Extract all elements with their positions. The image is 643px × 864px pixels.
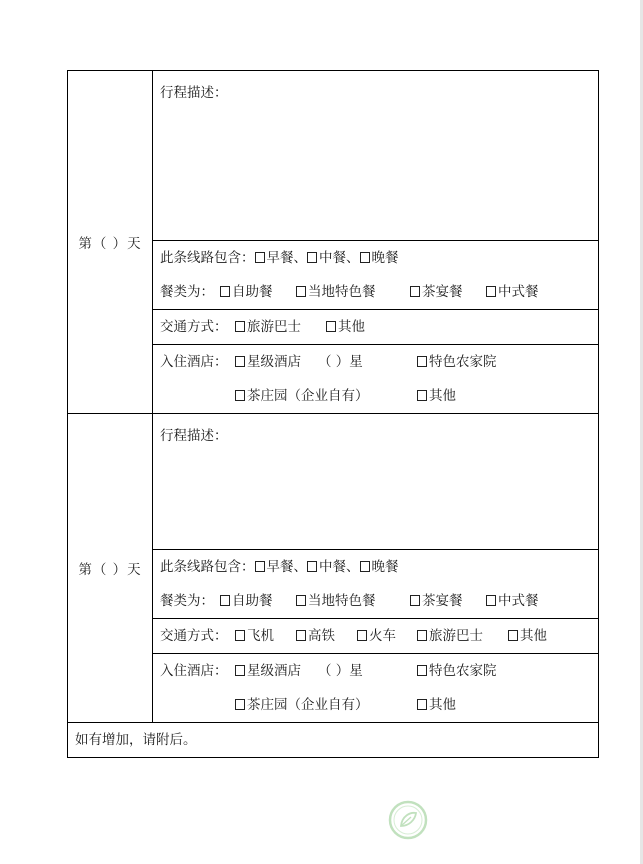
day-2-description-label: 行程描述：: [160, 428, 228, 444]
day-1-farm-stay-option[interactable]: [417, 345, 497, 379]
separator: 、: [293, 559, 307, 575]
day-2-high-speed-rail-label: 高铁: [308, 628, 335, 644]
checkbox-icon[interactable]: [296, 595, 306, 606]
day-1-lunch-label: 中餐: [319, 250, 346, 266]
day-1-breakfast-option[interactable]: [255, 241, 294, 275]
day-2-transport-cell: [153, 619, 599, 654]
day-2-hotel-line-1: [153, 654, 598, 688]
day-1-meals-included-label: 此条线路包含：: [160, 250, 255, 266]
day-1-chinese-meal-option[interactable]: [486, 275, 539, 309]
day-2-high-speed-rail-option[interactable]: [296, 619, 335, 653]
day-2-transport-line: [153, 619, 598, 653]
day-2-hotel-cell: [153, 654, 599, 723]
checkbox-icon[interactable]: [417, 699, 427, 710]
day-1-hotel-cell: [153, 345, 599, 414]
checkbox-icon[interactable]: [235, 390, 245, 401]
day-1-hotel-line-2: [153, 379, 598, 413]
day-2-star-hotel-label: 星级酒店: [247, 663, 301, 679]
checkbox-icon[interactable]: [417, 665, 427, 676]
day-2-meals-included-line: [153, 550, 598, 584]
checkbox-icon[interactable]: [296, 630, 306, 641]
day-1-star-blank: （ ）星: [318, 354, 363, 370]
day-1-transport-other-label: 其他: [338, 319, 365, 335]
day-1-buffet-label: 自助餐: [232, 284, 273, 300]
day-2-lunch-label: 中餐: [319, 559, 346, 575]
day-1-meal-type-label: 餐类为：: [160, 284, 214, 300]
day-1-meals-included-line: [153, 241, 598, 275]
day-2-meals-cell: [153, 550, 599, 619]
day-2-star-hotel-option[interactable]: [235, 654, 301, 688]
checkbox-icon[interactable]: [417, 356, 427, 367]
separator: 、: [346, 250, 360, 266]
day-2-breakfast-label: 早餐: [266, 559, 294, 575]
checkbox-icon[interactable]: [360, 561, 370, 572]
day-2-transport-label: 交通方式：: [160, 628, 228, 644]
checkbox-icon[interactable]: [360, 252, 370, 263]
day-1-meals-cell: [153, 241, 599, 310]
day-1-dinner-label: 晚餐: [371, 250, 399, 266]
day-1-tea-estate-label: 茶庄园（企业自有）: [247, 388, 369, 404]
day-2-hotel-other-label: 其他: [429, 697, 456, 713]
day-1-local-meal-option[interactable]: [296, 275, 376, 309]
checkbox-icon[interactable]: [508, 630, 518, 641]
day-2-star-blank: （ ）星: [318, 663, 363, 679]
day-2-plane-option[interactable]: [235, 619, 274, 653]
day-1-star-hotel-label: 星级酒店: [247, 354, 301, 370]
checkbox-icon[interactable]: [357, 630, 367, 641]
day-2-tea-banquet-label: 茶宴餐: [422, 593, 463, 609]
day-2-buffet-label: 自助餐: [232, 593, 273, 609]
day-1-star-hotel-option[interactable]: [235, 345, 301, 379]
day-2-meals-included-label: 此条线路包含：: [160, 559, 255, 575]
day-2-train-option[interactable]: [357, 619, 396, 653]
day-1-local-meal-label: 当地特色餐: [308, 284, 376, 300]
day-1-dinner-option[interactable]: [360, 241, 399, 275]
checkbox-icon[interactable]: [235, 321, 245, 332]
checkbox-icon[interactable]: [296, 286, 306, 297]
day-1-description-cell[interactable]: [153, 71, 599, 241]
day-1-chinese-meal-label: 中式餐: [498, 284, 539, 300]
day-1-meal-type-line: [153, 275, 598, 309]
day-2-description-row: [68, 414, 599, 550]
separator: 、: [346, 559, 360, 575]
day-2-tea-estate-label: 茶庄园（企业自有）: [247, 697, 369, 713]
day-1-bus-option[interactable]: [235, 310, 301, 344]
day-2-hotel-other-option[interactable]: [417, 688, 456, 722]
day-2-description-cell[interactable]: [153, 414, 599, 550]
checkbox-icon[interactable]: [410, 286, 420, 297]
footer-note: 如有增加，请附后。: [68, 723, 599, 758]
checkbox-icon[interactable]: [307, 561, 317, 572]
day-2-bus-option[interactable]: [417, 619, 483, 653]
day-1-farm-stay-label: 特色农家院: [429, 354, 497, 370]
day-2-meal-type-label: 餐类为：: [160, 593, 214, 609]
day-1-description-label: 行程描述：: [160, 85, 228, 101]
day-2-meal-type-line: [153, 584, 598, 618]
day-1-description-row: [68, 71, 599, 241]
checkbox-icon[interactable]: [255, 561, 265, 572]
day-1-breakfast-label: 早餐: [266, 250, 294, 266]
day-1-tea-banquet-option[interactable]: [410, 275, 463, 309]
checkbox-icon[interactable]: [235, 356, 245, 367]
day-2-local-meal-option[interactable]: [296, 584, 376, 618]
day-2-lunch-option[interactable]: [307, 550, 346, 584]
separator: 、: [293, 250, 307, 266]
day-2-hotel-line-2: [153, 688, 598, 722]
day-2-dinner-option[interactable]: [360, 550, 399, 584]
day-1-transport-line: [153, 310, 598, 344]
day-2-farm-stay-option[interactable]: [417, 654, 497, 688]
checkbox-icon[interactable]: [235, 699, 245, 710]
checkbox-icon[interactable]: [255, 252, 265, 263]
day-2-train-label: 火车: [369, 628, 396, 644]
day-1-transport-cell: [153, 310, 599, 345]
tea-leaf-logo-icon: [388, 800, 428, 840]
checkbox-icon[interactable]: [220, 595, 230, 606]
checkbox-icon[interactable]: [486, 595, 496, 606]
day-2-transport-other-option[interactable]: [508, 619, 547, 653]
checkbox-icon[interactable]: [486, 286, 496, 297]
day-2-breakfast-option[interactable]: [255, 550, 294, 584]
day-1-transport-label: 交通方式：: [160, 319, 228, 335]
day-2-hotel-label: 入住酒店：: [160, 663, 228, 679]
day-1-lunch-option[interactable]: [307, 241, 346, 275]
day-1-tea-banquet-label: 茶宴餐: [422, 284, 463, 300]
day-1-label: 第（ ）天: [68, 71, 153, 414]
day-1-bus-label: 旅游巴士: [247, 319, 301, 335]
checkbox-icon[interactable]: [326, 321, 336, 332]
day-2-chinese-meal-option[interactable]: [486, 584, 539, 618]
checkbox-icon[interactable]: [307, 252, 317, 263]
day-2-farm-stay-label: 特色农家院: [429, 663, 497, 679]
day-2-label: 第（ ）天: [68, 414, 153, 723]
day-1-hotel-other-label: 其他: [429, 388, 456, 404]
day-2-chinese-meal-label: 中式餐: [498, 593, 539, 609]
day-2-tea-estate-option[interactable]: [235, 688, 369, 722]
day-2-plane-label: 飞机: [247, 628, 274, 644]
day-2-tea-banquet-option[interactable]: [410, 584, 463, 618]
checkbox-icon[interactable]: [417, 390, 427, 401]
checkbox-icon[interactable]: [235, 630, 245, 641]
day-1-buffet-option[interactable]: [220, 275, 273, 309]
day-1-hotel-line-1: [153, 345, 598, 379]
day-1-tea-estate-option[interactable]: [235, 379, 369, 413]
day-1-hotel-label: 入住酒店：: [160, 354, 228, 370]
day-1-hotel-other-option[interactable]: [417, 379, 456, 413]
checkbox-icon[interactable]: [410, 595, 420, 606]
day-2-buffet-option[interactable]: [220, 584, 273, 618]
day-1-transport-other-option[interactable]: [326, 310, 365, 344]
checkbox-icon[interactable]: [220, 286, 230, 297]
checkbox-icon[interactable]: [235, 665, 245, 676]
checkbox-icon[interactable]: [417, 630, 427, 641]
footer-row: [68, 723, 599, 758]
day-2-transport-other-label: 其他: [520, 628, 547, 644]
day-2-bus-label: 旅游巴士: [429, 628, 483, 644]
day-2-local-meal-label: 当地特色餐: [308, 593, 376, 609]
itinerary-table: [67, 70, 599, 758]
day-2-dinner-label: 晚餐: [371, 559, 399, 575]
